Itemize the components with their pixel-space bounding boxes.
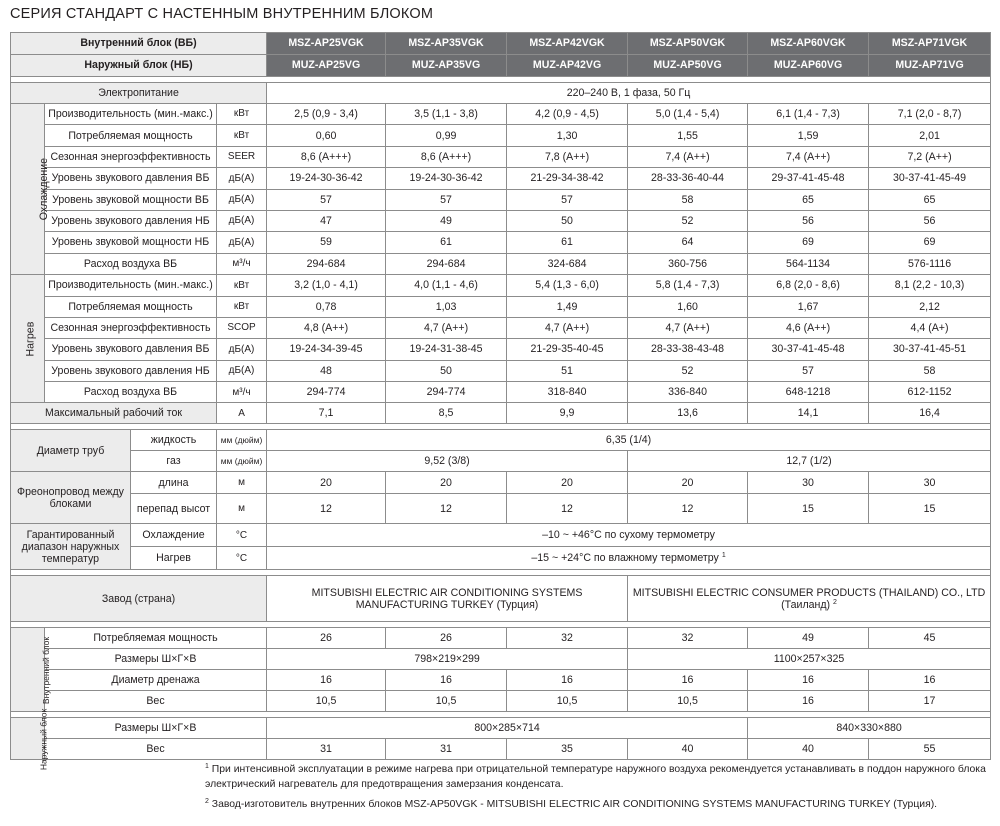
value-cell: 17 (869, 691, 991, 712)
value-cell: 5,4 (1,3 - 6,0) (507, 275, 628, 296)
value-cell: 26 (267, 628, 386, 649)
max-current-label: Максимальный рабочий ток (11, 403, 217, 424)
value-cell: 7,4 (A++) (748, 146, 869, 167)
row-label: Потребляемая мощность (45, 296, 217, 317)
table-row (11, 430, 991, 451)
value-cell: 7,4 (A++) (628, 146, 748, 167)
value-cell: 48 (267, 360, 386, 381)
indoor-model: MSZ-AP25VGK (267, 33, 386, 55)
value-cell: 59 (267, 232, 386, 253)
value-cell: 28-33-36-40-44 (628, 168, 748, 189)
table-row (11, 472, 991, 494)
value-cell: 57 (386, 189, 507, 210)
power-supply-label: Электропитание (11, 83, 267, 104)
value-cell: 52 (628, 360, 748, 381)
value-cell: 21-29-34-38-42 (507, 168, 628, 189)
value-cell: 0,99 (386, 125, 507, 146)
factory-label: Завод (страна) (11, 576, 267, 622)
power-supply-value: 220–240 В, 1 фаза, 50 Гц (267, 83, 991, 104)
footnote-2: $^2$ Завод-изготовитель внутренних блоков MSZ-AP50VGK - MITSUBISHI ELECTRIC AIR CONDITIONING SYSTEMS MANUFACTURING TURKEY (Турция). (205, 798, 938, 811)
value-cell: 29-37-41-45-48 (748, 168, 869, 189)
value-cell: 4,2 (0,9 - 4,5) (507, 104, 628, 125)
value-cell: 294-774 (267, 382, 386, 403)
value-cell: 13,6 (628, 403, 748, 424)
footnotes (205, 763, 995, 819)
value-cell: 4,8 (A++) (267, 317, 386, 338)
row-label: Производительность (мин.-макс.) (45, 104, 217, 125)
heating-section-label: Нагрев (11, 275, 45, 403)
row-unit: дБ(А) (217, 189, 267, 210)
table-row (11, 232, 991, 253)
gas-value-b: 12,7 (1/2) (628, 451, 991, 472)
table-row (11, 670, 991, 691)
table-row (11, 339, 991, 360)
value-cell: 61 (507, 232, 628, 253)
value-cell: 12 (386, 494, 507, 524)
value-cell: 57 (748, 360, 869, 381)
value-cell: 1,49 (507, 296, 628, 317)
spec-table (10, 32, 991, 771)
value-cell: 51 (507, 360, 628, 381)
value-cell: 14,1 (748, 403, 869, 424)
outdoor-model: MUZ-AP71VG (869, 55, 991, 77)
row-label: Уровень звукового давления ВБ (45, 339, 217, 360)
row-unit: SCOP (217, 317, 267, 338)
row-label: Уровень звукового давления НБ (45, 210, 217, 231)
value-cell: 318-840 (507, 382, 628, 403)
row-unit: дБ(А) (217, 168, 267, 189)
row-label: Потребляемая мощность (45, 628, 267, 649)
outdoor-unit-section: Наружный блок (11, 718, 45, 760)
gas-label: газ (131, 451, 217, 472)
row-label: Расход воздуха ВБ (45, 382, 217, 403)
table-row (11, 718, 991, 739)
outdoor-model: MUZ-AP35VG (386, 55, 507, 77)
value-cell: 19-24-30-36-42 (267, 168, 386, 189)
row-label: Сезонная энергоэффективность (45, 317, 217, 338)
temp-heating-unit: °С (217, 547, 267, 570)
value-cell: 6,1 (1,4 - 7,3) (748, 104, 869, 125)
value-cell: 1,59 (748, 125, 869, 146)
value-cell: 8,6 (A+++) (386, 146, 507, 167)
value-cell: 20 (267, 472, 386, 494)
outdoor-unit-label: Наружный блок (НБ) (11, 55, 267, 77)
row-unit: дБ(А) (217, 210, 267, 231)
value-cell: 0,78 (267, 296, 386, 317)
value-cell: 3,5 (1,1 - 3,8) (386, 104, 507, 125)
row-unit: дБ(А) (217, 339, 267, 360)
value-cell: 69 (748, 232, 869, 253)
value-cell: 16 (748, 691, 869, 712)
value-cell: 1,55 (628, 125, 748, 146)
value-cell: 15 (748, 494, 869, 524)
table-row (11, 494, 991, 524)
indoor-model: MSZ-AP50VGK (628, 33, 748, 55)
outdoor-model: MUZ-AP60VG (748, 55, 869, 77)
table-row (11, 403, 991, 424)
value-cell: 16 (507, 670, 628, 691)
row-unit: SEER (217, 146, 267, 167)
length-unit: м (217, 472, 267, 494)
value-cell: 69 (869, 232, 991, 253)
value-cell: 10,5 (386, 691, 507, 712)
temp-cooling-unit: °С (217, 524, 267, 547)
indoor-model: MSZ-AP35VGK (386, 33, 507, 55)
footnote-1: $^1$ При интенсивной эксплуатации в режиме нагрева при отрицательной температуре наружного воздуха рекомендуется устанавливать в поддон наружного блока электрический нагреватель для предотвращения замерзания конденсата. (205, 763, 986, 790)
value-cell: 2,12 (869, 296, 991, 317)
value-cell: 12 (507, 494, 628, 524)
table-row (11, 576, 991, 622)
table-row (11, 317, 991, 338)
value-cell: 16 (267, 670, 386, 691)
row-label: Диаметр дренажа (45, 670, 267, 691)
value-cell: 65 (748, 189, 869, 210)
height-unit: м (217, 494, 267, 524)
value-cell: 5,0 (1,4 - 5,4) (628, 104, 748, 125)
length-label: длина (131, 472, 217, 494)
row-unit: м³/ч (217, 382, 267, 403)
value-cell: 7,8 (A++) (507, 146, 628, 167)
value-cell: 47 (267, 210, 386, 231)
table-row (11, 649, 991, 670)
gas-unit: мм (дюйм) (217, 451, 267, 472)
table-row (11, 189, 991, 210)
value-cell: 8,1 (2,2 - 10,3) (869, 275, 991, 296)
table-row (11, 524, 991, 547)
temp-cooling-value: –10 ~ +46°С по сухому термометру (267, 524, 991, 547)
value-cell: 30-37-41-45-49 (869, 168, 991, 189)
table-row (11, 451, 991, 472)
page-title: СЕРИЯ СТАНДАРТ С НАСТЕННЫМ ВНУТРЕННИМ БЛОКОМ (10, 6, 434, 22)
value-cell: 30 (869, 472, 991, 494)
value-cell: 64 (628, 232, 748, 253)
table-row (11, 296, 991, 317)
refrigerant-line-label: Фреонопровод между блоками (11, 472, 131, 524)
dims-value-b: 840×330×880 (748, 718, 991, 739)
value-cell: 20 (386, 472, 507, 494)
value-cell: 45 (869, 628, 991, 649)
value-cell: 55 (869, 739, 991, 760)
value-cell: 4,4 (A+) (869, 317, 991, 338)
outdoor-model: MUZ-AP25VG (267, 55, 386, 77)
value-cell: 20 (507, 472, 628, 494)
value-cell: 294-684 (386, 253, 507, 274)
dims-value-a: 798×219×299 (267, 649, 628, 670)
row-label: Расход воздуха ВБ (45, 253, 217, 274)
value-cell: 50 (507, 210, 628, 231)
value-cell: 19-24-34-39-45 (267, 339, 386, 360)
value-cell: 35 (507, 739, 628, 760)
value-cell: 2,01 (869, 125, 991, 146)
indoor-model: MSZ-AP42VGK (507, 33, 628, 55)
value-cell: 16,4 (869, 403, 991, 424)
value-cell: 4,0 (1,1 - 4,6) (386, 275, 507, 296)
max-current-unit: А (217, 403, 267, 424)
value-cell: 564-1134 (748, 253, 869, 274)
row-label: Уровень звукового давления ВБ (45, 168, 217, 189)
row-unit: дБ(А) (217, 360, 267, 381)
value-cell: 19-24-30-36-42 (386, 168, 507, 189)
value-cell: 65 (869, 189, 991, 210)
value-cell: 16 (748, 670, 869, 691)
value-cell: 4,6 (A++) (748, 317, 869, 338)
value-cell: 10,5 (628, 691, 748, 712)
table-row (11, 253, 991, 274)
value-cell: 1,30 (507, 125, 628, 146)
row-unit: кВт (217, 296, 267, 317)
value-cell: 32 (507, 628, 628, 649)
value-cell: 40 (748, 739, 869, 760)
value-cell: 56 (748, 210, 869, 231)
table-row (11, 360, 991, 381)
value-cell: 56 (869, 210, 991, 231)
factory-value-b: MITSUBISHI ELECTRIC CONSUMER PRODUCTS (THAILAND) CO., LTD (Таиланд) $^2$ (628, 576, 991, 622)
table-row (11, 739, 991, 760)
value-cell: 1,03 (386, 296, 507, 317)
value-cell: 1,67 (748, 296, 869, 317)
value-cell: 324-684 (507, 253, 628, 274)
indoor-model: MSZ-AP71VGK (869, 33, 991, 55)
table-row (11, 146, 991, 167)
row-label: Уровень звукового давления НБ (45, 360, 217, 381)
value-cell: 360-756 (628, 253, 748, 274)
value-cell: 648-1218 (748, 382, 869, 403)
table-row (11, 210, 991, 231)
value-cell: 58 (628, 189, 748, 210)
value-cell: 16 (628, 670, 748, 691)
value-cell: 50 (386, 360, 507, 381)
value-cell: 4,7 (A++) (386, 317, 507, 338)
value-cell: 16 (869, 670, 991, 691)
value-cell: 5,8 (1,4 - 7,3) (628, 275, 748, 296)
table-row (11, 628, 991, 649)
value-cell: 576-1116 (869, 253, 991, 274)
value-cell: 26 (386, 628, 507, 649)
value-cell: 2,5 (0,9 - 3,4) (267, 104, 386, 125)
indoor-unit-section: Внутренний блок (11, 628, 45, 712)
value-cell: 40 (628, 739, 748, 760)
temp-heating-value: –15 ~ +24°С по влажному термометру $^1$ (267, 547, 991, 570)
value-cell: 57 (267, 189, 386, 210)
value-cell: 30-37-41-45-48 (748, 339, 869, 360)
gas-value-a: 9,52 (3/8) (267, 451, 628, 472)
table-row (11, 33, 991, 55)
row-unit: кВт (217, 125, 267, 146)
value-cell: 32 (628, 628, 748, 649)
value-cell: 15 (869, 494, 991, 524)
value-cell: 0,60 (267, 125, 386, 146)
value-cell: 9,9 (507, 403, 628, 424)
dims-value-b: 1100×257×325 (628, 649, 991, 670)
outdoor-model: MUZ-AP42VG (507, 55, 628, 77)
value-cell: 30-37-41-45-51 (869, 339, 991, 360)
table-row (11, 547, 991, 570)
row-label: Вес (45, 739, 267, 760)
row-label: Потребляемая мощность (45, 125, 217, 146)
row-unit: кВт (217, 104, 267, 125)
indoor-unit-label: Внутренний блок (ВБ) (11, 33, 267, 55)
table-row (11, 275, 991, 296)
value-cell: 20 (628, 472, 748, 494)
row-label: Уровень звуковой мощности ВБ (45, 189, 217, 210)
temp-cooling-label: Охлаждение (131, 524, 217, 547)
row-label: Производительность (мин.-макс.) (45, 275, 217, 296)
value-cell: 294-684 (267, 253, 386, 274)
value-cell: 16 (386, 670, 507, 691)
value-cell: 10,5 (267, 691, 386, 712)
value-cell: 61 (386, 232, 507, 253)
value-cell: 8,6 (A+++) (267, 146, 386, 167)
value-cell: 6,8 (2,0 - 8,6) (748, 275, 869, 296)
row-label: Размеры Ш×Г×В (45, 718, 267, 739)
factory-value-a: MITSUBISHI ELECTRIC AIR CONDITIONING SYSTEMS MANUFACTURING TURKEY (Турция) (267, 576, 628, 622)
table-row (11, 168, 991, 189)
value-cell: 52 (628, 210, 748, 231)
value-cell: 49 (748, 628, 869, 649)
cooling-section-label: Охлаждение (11, 104, 45, 275)
value-cell: 28-33-38-43-48 (628, 339, 748, 360)
row-label: Сезонная энергоэффективность (45, 146, 217, 167)
value-cell: 294-774 (386, 382, 507, 403)
value-cell: 1,60 (628, 296, 748, 317)
table-row (11, 691, 991, 712)
value-cell: 12 (628, 494, 748, 524)
value-cell: 7,2 (A++) (869, 146, 991, 167)
value-cell: 3,2 (1,0 - 4,1) (267, 275, 386, 296)
pipe-diameter-label: Диаметр труб (11, 430, 131, 472)
value-cell: 8,5 (386, 403, 507, 424)
value-cell: 10,5 (507, 691, 628, 712)
value-cell: 612-1152 (869, 382, 991, 403)
value-cell: 31 (267, 739, 386, 760)
table-row (11, 55, 991, 77)
value-cell: 4,7 (A++) (507, 317, 628, 338)
temp-range-label: Гарантированный диапазон наружных температур (11, 524, 131, 570)
dims-value-a: 800×285×714 (267, 718, 748, 739)
value-cell: 57 (507, 189, 628, 210)
table-row (11, 83, 991, 104)
table-row (11, 382, 991, 403)
value-cell: 7,1 (267, 403, 386, 424)
row-unit: кВт (217, 275, 267, 296)
outdoor-model: MUZ-AP50VG (628, 55, 748, 77)
table-row (11, 104, 991, 125)
value-cell: 336-840 (628, 382, 748, 403)
height-label: перепад высот (131, 494, 217, 524)
row-label: Размеры Ш×Г×В (45, 649, 267, 670)
liquid-label: жидкость (131, 430, 217, 451)
indoor-model: MSZ-AP60VGK (748, 33, 869, 55)
liquid-value: 6,35 (1/4) (267, 430, 991, 451)
row-label: Уровень звуковой мощности НБ (45, 232, 217, 253)
value-cell: 30 (748, 472, 869, 494)
value-cell: 31 (386, 739, 507, 760)
value-cell: 19-24-31-38-45 (386, 339, 507, 360)
value-cell: 49 (386, 210, 507, 231)
value-cell: 7,1 (2,0 - 8,7) (869, 104, 991, 125)
value-cell: 4,7 (A++) (628, 317, 748, 338)
temp-heating-label: Нагрев (131, 547, 217, 570)
liquid-unit: мм (дюйм) (217, 430, 267, 451)
value-cell: 12 (267, 494, 386, 524)
row-unit: м³/ч (217, 253, 267, 274)
table-row (11, 125, 991, 146)
row-unit: дБ(А) (217, 232, 267, 253)
value-cell: 21-29-35-40-45 (507, 339, 628, 360)
value-cell: 58 (869, 360, 991, 381)
row-label: Вес (45, 691, 267, 712)
